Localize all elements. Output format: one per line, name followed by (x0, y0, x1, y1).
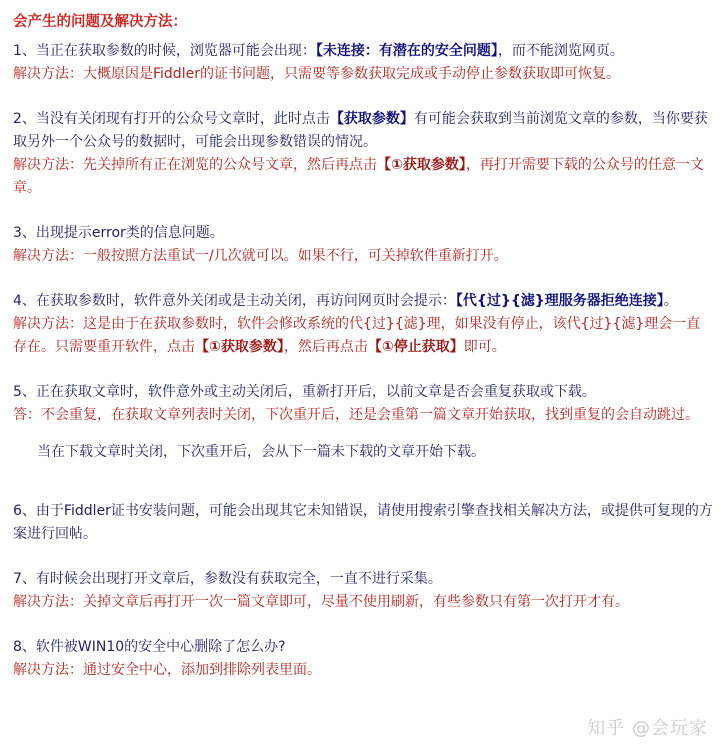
question-2 (13, 108, 713, 154)
answer-2-tail: ，再打开需要下载的公众号的任意一文章。 (13, 157, 704, 196)
answer-2 (13, 154, 713, 200)
question-4 (13, 290, 713, 313)
answer-3: 解决方法：一般按照方法重试一/几次就可以。如果不行，可关掉软件重新打开。 (13, 248, 508, 264)
answer-5-extra: 当在下载文章时关闭，下次重开后，会从下一篇未下载的文章开始下载。 (37, 444, 485, 460)
zhihu-watermark: 知乎 @会玩家 (587, 718, 708, 739)
answer-1: 解决方法：大概原因是Fiddler的证书问题，只需要等参数获取完成或手动停止参数获取即可恢复。 (13, 66, 620, 82)
question-4-emphasis: 【代{过}{滤}理服务器拒绝连接】 (455, 293, 664, 309)
question-1-text: 1、当正在获取参数的时候，浏览器可能会出现： (13, 43, 316, 59)
question-6: 6、由于Fiddler证书安装问题，可能会出现其它未知错误，请使用搜索引擎查找相关解决方法，或提供可复现的方案进行回帖。 (13, 503, 713, 542)
answer-4-emphasis-2: 【①停止获取】 (367, 339, 464, 355)
answer-4-text: 解决方法：这是由于在获取参数时，软件会修改系统的代{过}{滤}理，如果没有停止，该代{过}{滤}理会一直存在。只需要重开软件，点击 (13, 316, 701, 355)
answer-4-emphasis-1: 【①获取参数】 (195, 339, 284, 355)
question-1-tail: ，而不能浏览网页。 (497, 43, 624, 59)
question-7: 7、有时候会出现打开文章后，参数没有获取完全，一直不进行采集。 (13, 571, 442, 587)
question-1 (13, 40, 713, 63)
question-8: 8、软件被WIN10的安全中心删除了怎么办? (13, 639, 286, 655)
answer-2-emphasis: 【①获取参数】 (377, 157, 466, 173)
section-title: 会产生的问题及解决方法： (13, 14, 187, 30)
answer-4 (13, 313, 713, 359)
answer-5: 答：不会重复，在获取文章列表时关闭，下次重开后，还是会重第一篇文章开始获取，找到重复的会自动跳过。 (13, 407, 699, 423)
question-1-emphasis: 【未连接：有潜在的安全问题】 (315, 43, 498, 59)
question-4-tail: 。 (663, 293, 678, 309)
question-4-text: 4、在获取参数时，软件意外关闭或是主动关闭，再访问网页时会提示： (13, 293, 456, 309)
answer-8: 解决方法：通过安全中心，添加到排除列表里面。 (13, 662, 321, 678)
question-2-tail: 有可能会获取到当前浏览文章的参数，当你要获取另外一个公众号的数据时，可能会出现参数错误的情况。 (13, 111, 708, 150)
faq-document (13, 11, 713, 682)
question-2-emphasis: 【获取参数】 (329, 111, 414, 127)
answer-2-text: 解决方法：先关掉所有正在浏览的公众号文章，然后再点击 (13, 157, 377, 173)
question-2-text: 2、当没有关闭现有打开的公众号文章时，此时点击 (13, 111, 330, 127)
question-5: 5、正在获取文章时，软件意外或主动关闭后，重新打开后，以前文章是否会重复获取或下载。 (13, 384, 596, 400)
question-3: 3、出现提示error类的信息问题。 (13, 225, 224, 241)
answer-4-mid: ，然后再点击 (283, 339, 368, 355)
answer-7: 解决方法：关掉文章后再打开一次一篇文章即可，尽量不使用刷新，有些参数只有第一次打开才有。 (13, 594, 629, 610)
answer-4-tail: 即可。 (463, 339, 506, 355)
